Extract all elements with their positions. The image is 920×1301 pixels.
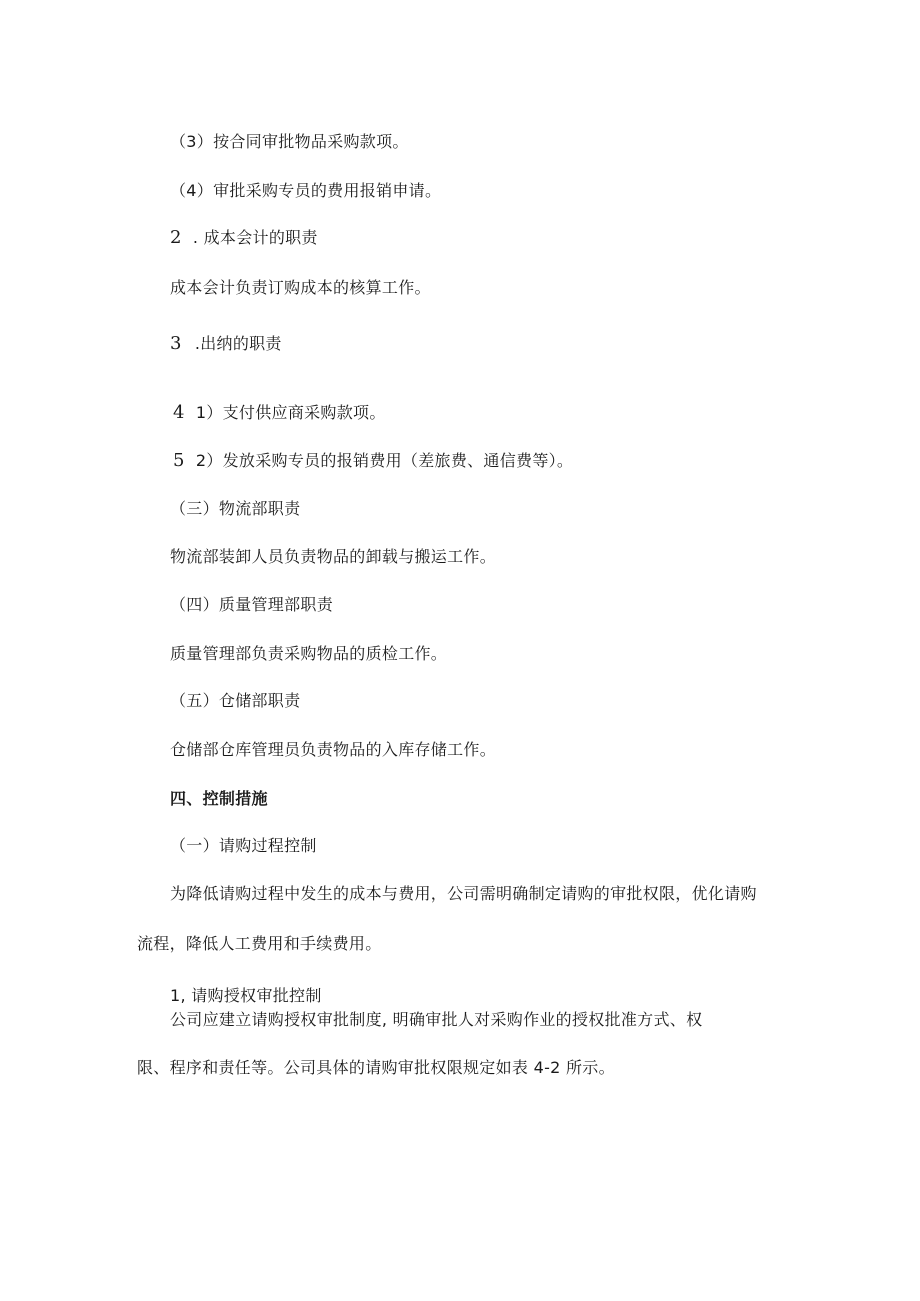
heading-warehouse: （五）仓储部职责: [170, 691, 301, 710]
list-number: 4: [173, 402, 185, 423]
heading-requisition-control: （一）请购过程控制: [170, 836, 317, 855]
list-item-reimburse: [173, 451, 573, 471]
list-number: 5: [173, 450, 185, 471]
heading-cost-accountant: [170, 228, 318, 248]
paragraph-cost-accountant-duty: 成本会计负责订购成本的核算工作。: [170, 278, 431, 297]
paragraph-warehouse-duty: 仓储部仓库管理员负责物品的入库存储工作。: [170, 740, 497, 759]
heading-cashier: [170, 334, 282, 354]
paragraph-requisition-intro-line1: 为降低请购过程中发生的成本与费用，公司需明确制定请购的审批权限，优化请购: [170, 884, 757, 903]
heading-authorization-control: 1, 请购授权审批控制: [170, 986, 322, 1005]
heading-text: . 成本会计的职责: [192, 228, 318, 247]
paragraph-authorization-line1: 公司应建立请购授权审批制度, 明确审批人对采购作业的授权批准方式、权: [170, 1010, 703, 1029]
heading-logistics: （三）物流部职责: [170, 499, 301, 518]
heading-text: .出纳的职责: [194, 334, 282, 353]
heading-quality: （四）质量管理部职责: [170, 595, 334, 614]
paragraph-requisition-intro-line2: 流程，降低人工费用和手续费用。: [137, 934, 382, 953]
paragraph-approve-payment: （3）按合同审批物品采购款项。: [170, 132, 409, 151]
section-heading-control-measures: 四、控制措施: [170, 789, 268, 808]
list-text: 1）支付供应商采购款项。: [195, 403, 386, 422]
paragraph-authorization-line2: 限、程序和责任等。公司具体的请购审批权限规定如表 4-2 所示。: [137, 1058, 615, 1077]
paragraph-approve-expense: （4）审批采购专员的费用报销申请。: [170, 181, 442, 200]
paragraph-logistics-duty: 物流部装卸人员负责物品的卸载与搬运工作。: [170, 547, 497, 566]
heading-number: 2: [170, 227, 182, 248]
list-text: 2）发放采购专员的报销费用（差旅费、通信费等）。: [195, 451, 574, 470]
paragraph-quality-duty: 质量管理部负责采购物品的质检工作。: [170, 644, 448, 663]
heading-number: 3: [170, 333, 182, 354]
list-item-pay-supplier: [173, 403, 386, 423]
